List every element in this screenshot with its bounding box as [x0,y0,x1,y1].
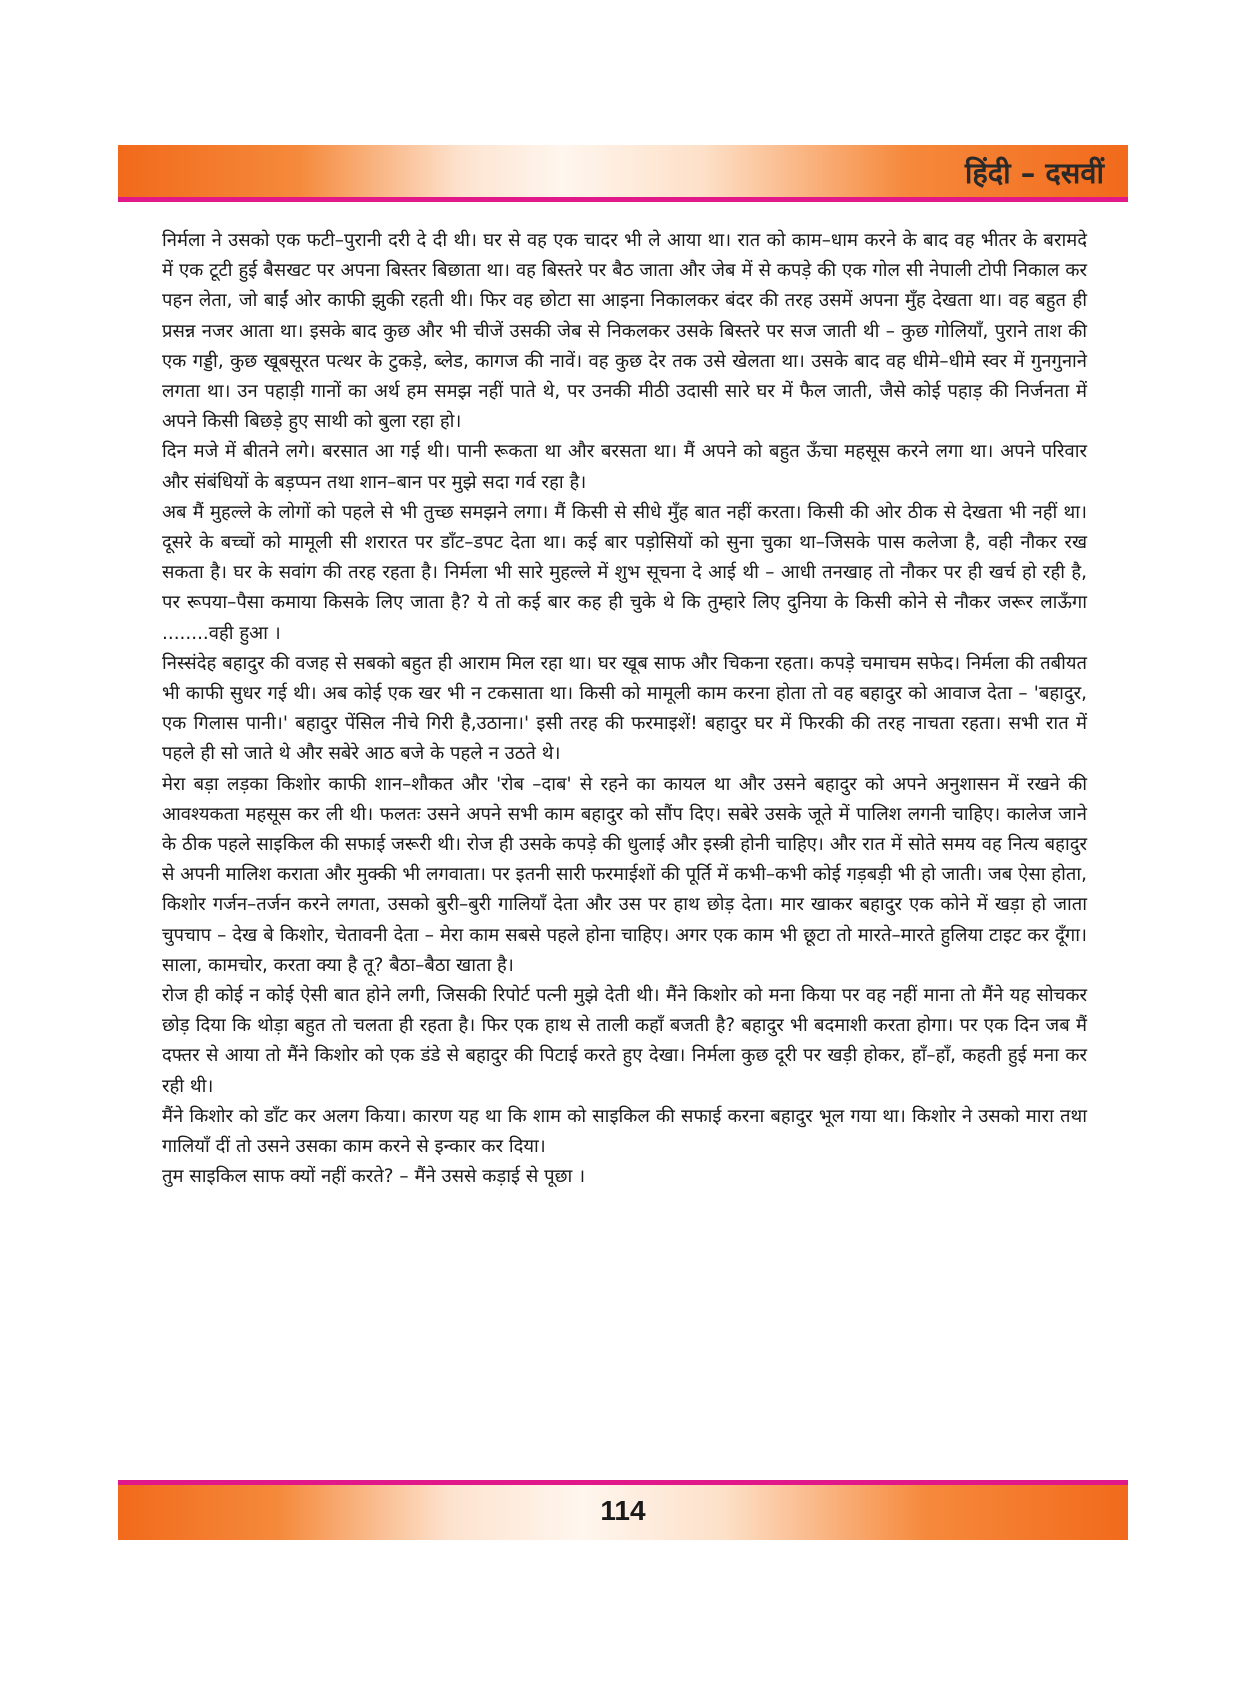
paragraph: रोज ही कोई न कोई ऐसी बात होने लगी, जिसकी रिपोर्ट पत्नी मुझे देती थी। मैंने किशोर को मना किया पर वह नहीं माना तो मैंने यह सोचकर छोड़ दिया कि थोड़ा बहुत तो चलता ही रहता है। फिर एक हाथ से ताली कहाँ बजती है? बहादुर भी बदमाशी करता होगा। पर एक दिन जब मैं दफ्तर से आया तो मैंने किशोर को एक डंडे से बहादुर की पिटाई करते हुए देखा। निर्मला कुछ दूरी पर खड़ी होकर, हाँ–हाँ, कहती हुई मना कर रही थी। [162,985,1087,1097]
paragraph: निस्संदेह बहादुर की वजह से सबको बहुत ही आराम मिल रहा था। घर खूब साफ और चिकना रहता। कपड़े चमाचम सफेद। निर्मला की तबीयत भी काफी सुधर गई थी। अब कोई एक खर भी न टकसाता था। किसी को मामूली काम करना होता तो वह बहादुर को आवाज देता – 'बहादुर, एक गिलास पानी।' बहादुर पेंसिल नीचे गिरी है,उठाना।' इसी तरह की फरमाइशें! बहादुर घर में फिरकी की तरह नाचता रहता। सभी रात में पहले ही सो जाते थे और सबेरे आठ बजे के पहले न उठते थे। [162,652,1087,765]
page-number: 114 [600,1495,646,1526]
footer-band [118,1485,1128,1540]
paragraph: मैंने किशोर को डाँट कर अलग किया। कारण यह था कि शाम को साइकिल की सफाई करना बहादुर भूल गया था। किशोर ने उसको मारा तथा गालियाँ दीं तो उसने उसका काम करने से इन्कार कर दिया। [162,1105,1087,1158]
paragraph: निर्मला ने उसको एक फटी–पुरानी दरी दे दी थी। घर से वह एक चादर भी ले आया था। रात को काम–धाम करने के बाद वह भीतर के बरामदे में एक टूटी हुई बैसखट पर अपना बिस्तर बिछाता था। वह बिस्तरे पर बैठ जाता और जेब में से कपड़े की एक गोल सी नेपाली टोपी निकाल कर पहन लेता, जो बाईं ओर काफी झुकी रहती थी। फिर वह छोटा सा आइना निकालकर बंदर की तरह उसमें अपना मुँह देखता था। वह बहुत ही प्रसन्न नजर आता था। इसके बाद कुछ और भी चीजें उसकी जेब से निकलकर उसके बिस्तरे पर सज जाती थी – कुछ गोलियाँ, पुराने ताश की एक गड्डी, कुछ खूबसूरत पत्थर के टुकड़े, ब्लेड, कागज की नावें। वह कुछ देर तक उसे खेलता था। उसके बाद वह धीमे–धीमे स्वर में गुनगुनाने लगता था। उन पहाड़ी गानों का अर्थ हम समझ नहीं पाते थे, पर उनकी मीठी उदासी सारे घर में फैल जाती, जैसे कोई पहाड़ की निर्जनता में अपने किसी बिछड़े हुए साथी को बुला रहा हो। [162,230,1087,433]
paragraph: दिन मजे में बीतने लगे। बरसात आ गई थी। पानी रूकता था और बरसता था। मैं अपने को बहुत ऊँचा महसूस करने लगा था। अपने परिवार और संबंधियों के बड़प्पन तथा शान–बान पर मुझे सदा गर्व रहा है। [162,441,1087,493]
paragraph: तुम साइकिल साफ क्यों नहीं करते? – मैंने उससे कड़ाई से पूछा । [162,1166,586,1188]
paragraph: मेरा बड़ा लड़का किशोर काफी शान–शौकत और 'रोब –दाब' से रहने का कायल था और उसने बहादुर को अपने अनुशासन में रखने की आवश्यकता महसूस कर ली थी। फलतः उसने अपने सभी काम बहादुर को सौंप दिए। सबेरे उसके जूते में पालिश लगनी चाहिए। कालेज जाने के ठीक पहले साइकिल की सफाई जरूरी थी। रोज ही उसके कपड़े की धुलाई और इस्त्री होनी चाहिए। और रात में सोते समय वह नित्य बहादुर से अपनी मालिश कराता और मुक्की भी लगवाता। पर इतनी सारी फरमाईशों की पूर्ति में कभी–कभी कोई गड़बड़ी भी हो जाती। जब ऐसा होता, किशोर गर्जन–तर्जन करने लगता, उसको बुरी–बुरी गालियाँ देता और उस पर हाथ छोड़ देता। मार खाकर बहादुर एक कोने में खड़ा हो जाता चुपचाप – देख बे किशोर, चेतावनी देता – मेरा काम सबसे पहले होना चाहिए। अगर एक काम भी छूटा तो मारते–मारते हुलिया टाइट कर दूँगा। साला, कामचोर, करता क्या है तू? बैठा–बैठा खाता है। [162,773,1087,976]
page-body [162,226,1087,1193]
paragraph: अब मैं मुहल्ले के लोगों को पहले से भी तुच्छ समझने लगा। मैं किसी से सीधे मुँह बात नहीं करता। किसी की ओर ठीक से देखता भी नहीं था। दूसरे के बच्चों को मामूली सी शरारत पर डाँट–डपट देता था। कई बार पड़ोसियों को सुना चुका था–जिसके पास कलेजा है, वही नौकर रख सकता है। घर के सवांग की तरह रहता है। निर्मला भी सारे मुहल्ले में शुभ सूचना दे आई थी – आधी तनखाह तो नौकर पर ही खर्च हो रही है, पर रूपया–पैसा कमाया किसके लिए जाता है? ये तो कई बार कह ही चुके थे कि तुम्हारे लिए दुनिया के किसी कोने से नौकर जरूर लाऊँगा ........वही हुआ । [162,501,1087,644]
header-divider [118,197,1128,202]
header-band [118,145,1128,197]
header-title: हिंदी – दसवीं [964,156,1104,190]
